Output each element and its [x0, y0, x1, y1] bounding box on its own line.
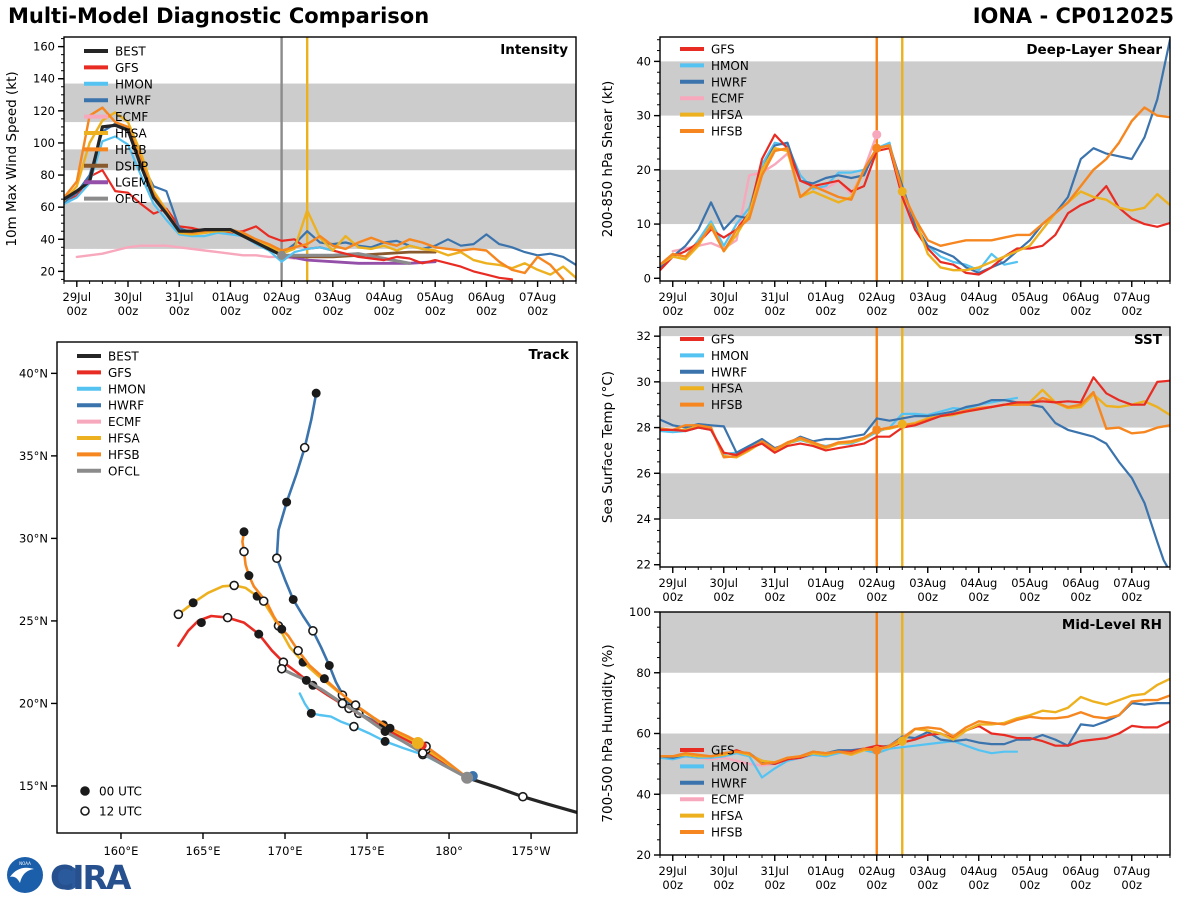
- legend-label-hfsa: HFSA: [711, 108, 743, 123]
- sst-y-axis-title: Sea Surface Temp (°C): [600, 370, 616, 524]
- rh-x-label-hour: 00z: [968, 878, 990, 892]
- intensity-x-label-day: 06Aug: [467, 290, 505, 304]
- track-x-label: 180°: [435, 844, 463, 858]
- track-y-label: 25°N: [19, 613, 48, 628]
- legend-label-hfsa: HFSA: [108, 431, 140, 446]
- sst-x-label-hour: 00z: [764, 590, 786, 604]
- sst-x-label-hour: 00z: [866, 590, 888, 604]
- shear-y-label: 30: [636, 108, 651, 123]
- intensity-y-label: 20: [40, 264, 55, 279]
- legend-label-hwrf: HWRF: [711, 365, 748, 380]
- shear-init-dot: [898, 187, 907, 196]
- track-marker-12utc: [240, 548, 248, 556]
- sst-x-label-day: 04Aug: [960, 576, 998, 590]
- track-marker-12utc: [519, 793, 527, 801]
- shear-x-label-day: 06Aug: [1062, 290, 1100, 304]
- legend-label-hfsb: HFSB: [115, 142, 147, 157]
- sst-x-label-day: 07Aug: [1113, 576, 1151, 590]
- shear-x-label-hour: 00z: [1070, 304, 1092, 318]
- sst-x-label-day: 03Aug: [909, 576, 947, 590]
- sst-x-label-hour: 00z: [1019, 590, 1041, 604]
- track-init-dot: [412, 737, 424, 749]
- track-marker-00utc: [320, 675, 328, 683]
- rh-x-label-hour: 00z: [662, 878, 684, 892]
- legend-label-hwrf: HWRF: [115, 93, 152, 108]
- intensity-x-label-day: 29Jul: [62, 290, 92, 304]
- rh-x-label-day: 29Jul: [658, 864, 688, 878]
- shear-x-label-day: 04Aug: [960, 290, 998, 304]
- shear-y-label: 10: [636, 217, 651, 232]
- legend-label-gfs: GFS: [115, 60, 139, 75]
- track-y-label: 15°N: [19, 778, 48, 793]
- legend-label-lgem: LGEM: [115, 175, 149, 190]
- intensity-x-label-day: 04Aug: [365, 290, 403, 304]
- rh-x-label-hour: 00z: [815, 878, 837, 892]
- intensity-x-label-day: 07Aug: [519, 290, 557, 304]
- track-plot-area: [174, 389, 577, 812]
- sst-x-label-day: 06Aug: [1062, 576, 1100, 590]
- rh-x-label-day: 01Aug: [807, 864, 845, 878]
- track-marker-00utc: [307, 709, 315, 717]
- track-marker-12utc: [350, 723, 358, 731]
- intensity-x-label-day: 03Aug: [314, 290, 352, 304]
- track-marker-12utc: [230, 581, 238, 589]
- track-marker-00utc: [283, 498, 291, 506]
- legend-label-hfsb: HFSB: [108, 447, 140, 462]
- sst-x-label-hour: 00z: [1070, 590, 1092, 604]
- track-marker-12utc: [273, 554, 281, 562]
- rh-chart: [598, 598, 1182, 900]
- intensity-x-label-hour: 00z: [168, 304, 190, 318]
- legend-label-hmon: HMON: [711, 58, 749, 73]
- legend-label-ecmf: ECMF: [711, 792, 745, 807]
- shear-x-label-day: 31Jul: [760, 290, 790, 304]
- shear-x-label-hour: 00z: [917, 304, 939, 318]
- sst-x-label-hour: 00z: [815, 590, 837, 604]
- track-panel-title: Track: [528, 347, 569, 363]
- sst-x-label-hour: 00z: [713, 590, 735, 604]
- cira-logo: [50, 856, 180, 894]
- intensity-y-label: 160: [33, 39, 55, 54]
- shear-x-label-hour: 00z: [815, 304, 837, 318]
- shear-x-label-day: 30Jul: [709, 290, 739, 304]
- rh-x-label-day: 30Jul: [709, 864, 739, 878]
- shear-y-label: 0: [643, 271, 651, 286]
- sst-x-label-hour: 00z: [968, 590, 990, 604]
- intensity-y-label: 140: [33, 71, 55, 86]
- legend-label-hwrf: HWRF: [711, 776, 748, 791]
- shear-x-label-day: 05Aug: [1011, 290, 1049, 304]
- legend-label-hfsb: HFSB: [711, 398, 743, 413]
- rh-y-label: 20: [636, 848, 651, 862]
- rh-y-label: 80: [636, 665, 651, 680]
- legend-label-ecmf: ECMF: [115, 110, 149, 125]
- intensity-x-label-day: 31Jul: [164, 290, 194, 304]
- intensity-x-label-hour: 00z: [373, 304, 395, 318]
- track-marker-12utc: [419, 749, 427, 757]
- track-y-label: 40°N: [19, 366, 48, 381]
- intensity-x-label-hour: 00z: [476, 304, 497, 318]
- intensity-y-axis-title: 10m Max Wind Speed (kt): [4, 71, 20, 247]
- legend-label-hwrf: HWRF: [711, 75, 748, 90]
- legend-label-gfs: GFS: [711, 743, 735, 758]
- shear-y-axis-title: 200-850 hPa Shear (kt): [600, 80, 616, 238]
- shear-x-label-hour: 00z: [1121, 304, 1143, 318]
- sst-chart: [598, 313, 1182, 617]
- legend-label-dshp: DSHP: [115, 159, 149, 174]
- rh-x-label-day: 03Aug: [909, 864, 947, 878]
- shear-x-label-hour: 00z: [662, 304, 684, 318]
- legend-label-ofcl: OFCL: [108, 464, 140, 479]
- rh-x-label-day: 04Aug: [960, 864, 998, 878]
- legend-label-hfsa: HFSA: [711, 381, 743, 396]
- track-marker-12utc: [352, 701, 360, 709]
- track-marker-12utc: [260, 597, 268, 605]
- track-y-label: 35°N: [19, 448, 48, 463]
- rh-y-axis-title: 700-500 hPa Humidity (%): [600, 644, 616, 823]
- track-x-label: 175°W: [511, 844, 551, 858]
- sst-init-dot: [872, 425, 881, 434]
- rh-init-dot: [898, 737, 907, 746]
- sst-y-label: 32: [636, 329, 651, 344]
- rh-x-label-hour: 00z: [1121, 878, 1143, 892]
- rh-x-label-day: 31Jul: [760, 864, 790, 878]
- track-x-label: 170°E: [267, 844, 303, 858]
- shear-x-label-hour: 00z: [968, 304, 990, 318]
- intensity-x-label-day: 02Aug: [263, 290, 301, 304]
- marker-legend-filled-icon: [81, 787, 89, 795]
- intensity-x-label-hour: 00z: [322, 304, 344, 318]
- intensity-chart: [2, 23, 588, 331]
- intensity-panel-title: Intensity: [500, 42, 568, 58]
- sst-x-label-day: 01Aug: [807, 576, 845, 590]
- intensity-x-label-hour: 00z: [424, 304, 446, 318]
- sst-y-label: 26: [636, 466, 651, 481]
- shear-y-label: 40: [636, 54, 651, 69]
- sst-plot-area: [660, 327, 1170, 572]
- shear-panel-title: Deep-Layer Shear: [1026, 42, 1162, 58]
- sst-y-label: 22: [636, 557, 651, 572]
- track-chart: [0, 328, 589, 883]
- sst-frame: [660, 327, 1170, 567]
- track-x-label: 160°E: [103, 844, 139, 858]
- track-marker-00utc: [255, 630, 263, 638]
- legend-label-hfsa: HFSA: [115, 126, 147, 141]
- sst-init-dot: [898, 420, 907, 429]
- rh-x-label-hour: 00z: [764, 878, 786, 892]
- legend-label-ofcl: OFCL: [115, 192, 147, 207]
- legend-label-gfs: GFS: [711, 42, 735, 57]
- marker-legend-label: 00 UTC: [99, 784, 142, 799]
- svg-text:CIRA: CIRA: [50, 858, 130, 894]
- track-marker-00utc: [278, 625, 286, 633]
- intensity-y-label: 40: [40, 232, 55, 247]
- intensity-y-label: 80: [40, 168, 55, 183]
- shear-x-label-day: 07Aug: [1113, 290, 1151, 304]
- track-marker-00utc: [325, 661, 333, 669]
- rh-y-label: 100: [629, 605, 651, 619]
- sst-x-label-day: 29Jul: [658, 576, 688, 590]
- sst-band-0: [660, 473, 1170, 519]
- rh-x-label-day: 05Aug: [1011, 864, 1049, 878]
- legend-label-hmon: HMON: [108, 382, 146, 397]
- track-marker-00utc: [312, 389, 320, 397]
- shear-x-label-day: 29Jul: [658, 290, 688, 304]
- sst-x-label-day: 05Aug: [1011, 576, 1049, 590]
- shear-init-dot: [872, 130, 881, 139]
- svg-text:NOAA: NOAA: [19, 861, 31, 866]
- legend-label-ecmf: ECMF: [711, 91, 745, 106]
- track-marker-12utc: [174, 610, 182, 618]
- intensity-y-label: 60: [40, 200, 55, 215]
- track-x-label: 165°E: [185, 844, 221, 858]
- legend-label-gfs: GFS: [711, 332, 735, 347]
- track-marker-00utc: [245, 572, 253, 580]
- legend-label-hfsa: HFSA: [711, 809, 743, 824]
- rh-x-label-hour: 00z: [1019, 878, 1041, 892]
- track-marker-12utc: [294, 647, 302, 655]
- rh-x-label-hour: 00z: [1070, 878, 1092, 892]
- shear-y-label: 20: [636, 162, 651, 177]
- track-marker-00utc: [197, 619, 205, 627]
- intensity-x-label-day: 30Jul: [113, 290, 143, 304]
- sst-x-label-hour: 00z: [662, 590, 684, 604]
- sst-x-label-day: 30Jul: [709, 576, 739, 590]
- track-marker-12utc: [278, 665, 286, 673]
- track-init-dot: [461, 772, 473, 784]
- legend-label-hmon: HMON: [711, 759, 749, 774]
- rh-x-label-day: 07Aug: [1113, 864, 1151, 878]
- intensity-x-label-hour: 00z: [527, 304, 548, 318]
- shear-x-label-hour: 00z: [866, 304, 888, 318]
- shear-x-label-hour: 00z: [713, 304, 735, 318]
- legend-label-hfsb: HFSB: [711, 825, 743, 840]
- shear-x-label-day: 01Aug: [807, 290, 845, 304]
- sst-panel-title: SST: [1133, 332, 1162, 348]
- intensity-x-label-hour: 00z: [117, 304, 139, 318]
- track-y-label: 30°N: [19, 531, 48, 546]
- sst-x-label-hour: 00z: [1121, 590, 1143, 604]
- sst-x-label-day: 31Jul: [760, 576, 790, 590]
- legend-label-hmon: HMON: [115, 77, 153, 92]
- legend-label-best: BEST: [108, 349, 139, 364]
- legend-label-best: BEST: [115, 44, 146, 59]
- track-marker-12utc: [338, 699, 346, 707]
- sst-x-label-hour: 00z: [917, 590, 939, 604]
- legend-label-hwrf: HWRF: [108, 398, 145, 413]
- intensity-y-label: 120: [33, 103, 55, 118]
- page-title: Multi-Model Diagnostic Comparison: [8, 4, 430, 28]
- intensity-y-label: 100: [33, 135, 55, 150]
- shear-x-label-hour: 00z: [764, 304, 786, 318]
- track-marker-00utc: [189, 599, 197, 607]
- track-marker-00utc: [381, 737, 389, 745]
- legend-label-hmon: HMON: [711, 348, 749, 363]
- legend-label-hfsb: HFSB: [711, 124, 743, 139]
- rh-init-dot: [872, 746, 881, 755]
- intensity-x-label-hour: 00z: [66, 304, 88, 318]
- marker-legend-open-icon: [81, 807, 89, 815]
- track-marker-12utc: [309, 627, 317, 635]
- agency-logos: [6, 856, 180, 894]
- rh-x-label-hour: 00z: [917, 878, 939, 892]
- rh-y-label: 60: [636, 726, 651, 741]
- sst-band-2: [660, 327, 1170, 336]
- track-marker-00utc: [302, 676, 310, 684]
- sst-y-label: 30: [636, 374, 651, 389]
- rh-panel-title: Mid-Level RH: [1061, 617, 1162, 633]
- intensity-x-label-hour: 00z: [271, 304, 292, 318]
- intensity-init-dot: [277, 251, 286, 260]
- track-marker-00utc: [240, 528, 248, 536]
- shear-init-dot: [872, 144, 881, 153]
- shear-chart: [598, 23, 1182, 331]
- shear-x-label-hour: 00z: [1019, 304, 1041, 318]
- track-y-label: 20°N: [19, 696, 48, 711]
- shear-x-label-day: 02Aug: [858, 290, 896, 304]
- legend-label-ecmf: ECMF: [108, 415, 142, 430]
- shear-x-label-day: 03Aug: [909, 290, 947, 304]
- rh-x-label-hour: 00z: [866, 878, 888, 892]
- noaa-logo: [6, 856, 44, 894]
- intensity-x-label-day: 01Aug: [211, 290, 249, 304]
- rh-y-label: 40: [636, 787, 651, 802]
- track-marker-12utc: [301, 444, 309, 452]
- legend-label-gfs: GFS: [108, 365, 132, 380]
- track-marker-00utc: [381, 727, 389, 735]
- track-marker-00utc: [289, 595, 297, 603]
- track-marker-12utc: [224, 614, 232, 622]
- intensity-x-label-day: 05Aug: [416, 290, 454, 304]
- sst-y-label: 28: [636, 420, 651, 435]
- intensity-x-label-hour: 00z: [220, 304, 241, 318]
- rh-x-label-day: 06Aug: [1062, 864, 1100, 878]
- rh-x-label-day: 02Aug: [858, 864, 896, 878]
- sst-x-label-day: 02Aug: [858, 576, 896, 590]
- sst-y-label: 24: [636, 512, 651, 526]
- storm-id: IONA - CP012025: [972, 4, 1174, 28]
- track-x-label: 175°E: [349, 844, 385, 858]
- marker-legend-label: 12 UTC: [99, 804, 142, 819]
- rh-x-label-hour: 00z: [713, 878, 735, 892]
